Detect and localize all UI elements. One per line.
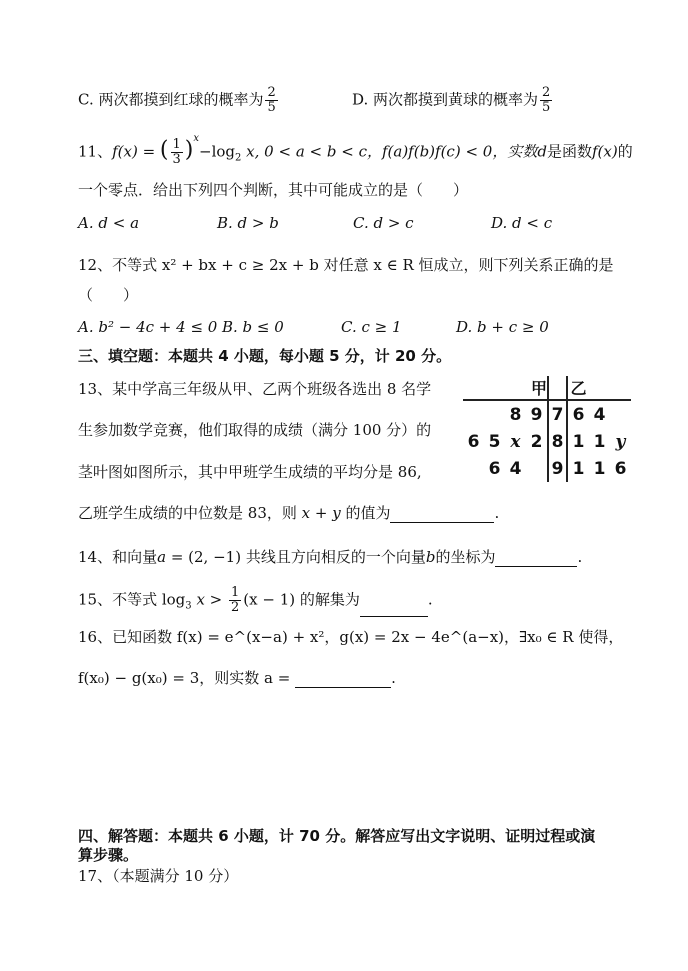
q11-line2: 一个零点．给出下列四个判断，其中可能成立的是（ ） (78, 181, 469, 199)
stem-leaf-header-left: 甲 (526, 376, 548, 400)
q15-line: 15、不等式 $\log_3 x$ > $\frac{1}{2}$ (x − 1) 的解集为 . (78, 585, 433, 615)
section-3-heading: 三、填空题：本题共 4 小题，每小题 5 分，计 20 分。 (78, 347, 452, 365)
stem-leaf-right-leaf: 1 (593, 431, 606, 452)
q13-line1: 13、某中学高三年级从甲、乙两个班级各选出 8 名学 (78, 380, 432, 398)
q11-expr-a: f(x) = (112, 142, 160, 161)
stem-leaf-right-leaf (610, 400, 631, 428)
stem-leaf-left-leaf: 4 (509, 458, 522, 479)
q11-fraction: $\frac{1}{3}$ (172, 137, 181, 167)
stem-leaf-row (463, 455, 631, 482)
q11-power: x (193, 132, 200, 144)
vector-a: a (157, 548, 167, 566)
stem-leaf-left-leaf: 9 (530, 404, 543, 425)
stem-leaf-left-leaf: 2 (530, 431, 543, 452)
q12-option-c: C. c ≥ 1 (341, 318, 402, 336)
q15-answer-blank[interactable] (360, 600, 428, 617)
q11-line1: 11、f(x) = ( $\frac{1}{3}$ )$^x-\log_2$ x, 0 < a < b < c，f(a)f(b)f(c) < 0，实数d是函数f(x)的 (78, 132, 633, 167)
q12-paren: （ ） (78, 286, 139, 304)
stem-leaf-right-leaf: 1 (572, 458, 585, 479)
q11-expr-d: 是函数 (546, 142, 592, 161)
q13-line2: 生参加数学竞赛，他们取得的成绩（满分 100 分）的 (78, 421, 432, 439)
q10-option-d-fraction: $\frac{2}{5}$ (542, 85, 551, 115)
q11-log-base: 2 (235, 152, 242, 164)
q14-answer-blank[interactable] (495, 550, 577, 567)
stem-leaf-left-leaf: 8 (509, 404, 522, 425)
section-4-heading-line2: 算步骤。 (78, 846, 139, 864)
stem-leaf-left-leaf (484, 400, 505, 428)
stem-leaf-row (463, 428, 631, 455)
q17-title: 17、（本题满分 10 分） (78, 867, 239, 885)
stem-leaf-right-leaf: 1 (572, 431, 585, 452)
q12-option-d: D. b + c ≥ 0 (456, 318, 549, 336)
q10-option-d-text: D. 两次都摸到黄球的概率为 (352, 90, 539, 109)
stem-leaf-plot (463, 376, 631, 482)
q11-number: 11、 (78, 142, 113, 161)
q11-option-a: A. d < a (78, 214, 140, 232)
q13-answer-blank[interactable] (390, 506, 494, 523)
q11-option-b: B. d > b (217, 214, 279, 232)
q11-expr-c: x, 0 < a < b < c，f(a)f(b)f(c) < 0，实数 (241, 142, 538, 161)
stem-leaf-header (463, 376, 631, 400)
q13-line4-tail: 的值为 (345, 504, 391, 522)
q10-option-c (78, 86, 280, 115)
q12-option-a: A. b² − 4c + 4 ≤ 0 (78, 318, 218, 336)
q16-line2: f(x₀) − g(x₀) = 3，则实数 a = . (78, 669, 396, 687)
q11-expr-b: −log (199, 142, 236, 161)
stem-leaf-right-leaf: 4 (593, 404, 606, 425)
q10-option-c-fraction: $\frac{2}{5}$ (267, 85, 276, 115)
q11-expr-f: 的 (617, 142, 633, 161)
stem-leaf-right-leaf: 1 (593, 458, 606, 479)
stem-leaf-left-leaf: 6 (488, 458, 501, 479)
q13-expression: x + y (301, 504, 341, 522)
stem-leaf-right-leaf: y (615, 431, 626, 452)
q13-line3: 茎叶图如图所示，其中甲班学生成绩的平均分是 86, (78, 463, 422, 481)
stem-leaf-header-right: 乙 (567, 376, 589, 400)
stem-leaf-row (463, 400, 631, 428)
stem-leaf-stem: 8 (548, 428, 567, 455)
vector-b: b (425, 548, 436, 566)
q16-line1: 16、已知函数 f(x) = e^(x−a) + x²，g(x) = 2x − 4e^(a−x)，∃x₀ ∈ R 使得， (78, 628, 624, 646)
q10-option-c-text: C. 两次都摸到红球的概率为 (78, 90, 264, 109)
stem-leaf-left-leaf: x (510, 431, 521, 452)
stem-leaf-right-leaf: 6 (572, 404, 585, 425)
q12-line1: 12、不等式 x² + bx + c ≥ 2x + b 对任意 x ∈ R 恒成立，则下列关系正确的是 (78, 256, 614, 274)
q13-line4-text: 乙班学生成绩的中位数是 83，则 (78, 504, 297, 522)
q16-answer-blank[interactable] (295, 671, 391, 688)
stem-leaf-stem: 7 (548, 400, 567, 428)
q12-option-b: B. b ≤ 0 (222, 318, 284, 336)
stem-leaf-stem: 9 (548, 455, 567, 482)
q11-expr-e: f(x) (591, 142, 618, 161)
stem-leaf-left-leaf: 6 (467, 431, 480, 452)
stem-leaf-right-leaf: 6 (614, 458, 627, 479)
q13-line4: 乙班学生成绩的中位数是 83，则 x + y 的值为 . (78, 504, 500, 522)
section-4-heading-line1: 四、解答题：本题共 6 小题，计 70 分。解答应写出文字说明、证明过程或演 (78, 827, 596, 845)
q11-option-c: C. d > c (353, 214, 414, 232)
q10-option-d (352, 86, 554, 115)
q11-d-var: d (537, 142, 547, 161)
q15-fraction: $\frac{1}{2}$ (231, 585, 240, 615)
q11-option-d: D. d < c (491, 214, 553, 232)
q14-line: 14、和向量a = (2, −1) 共线且方向相反的一个向量b的坐标为 . (78, 548, 583, 566)
stem-leaf-left-leaf (526, 455, 548, 482)
stem-leaf-left-leaf: 5 (488, 431, 501, 452)
